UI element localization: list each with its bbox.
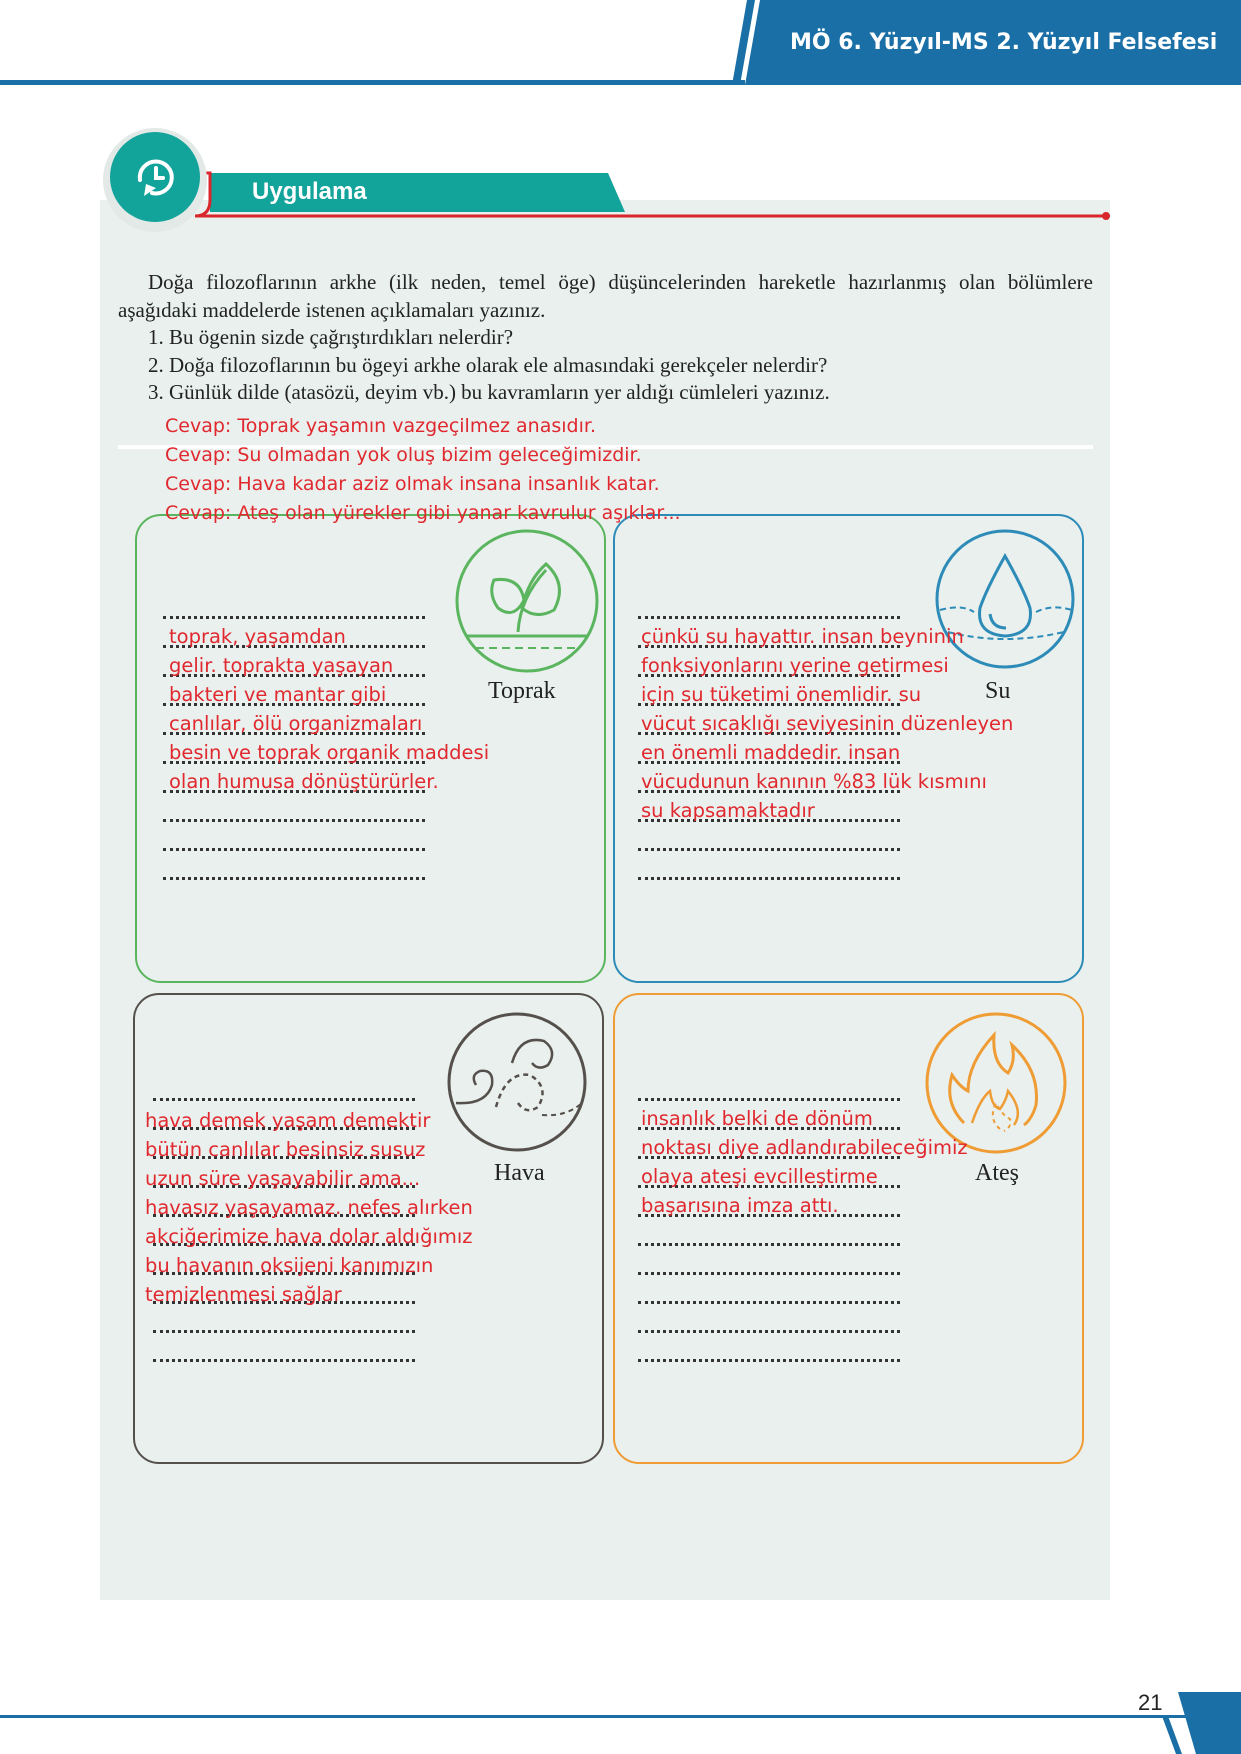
instructions <box>118 268 1093 407</box>
answer-line: Cevap: Su olmadan yok oluş bizim geleceğimizdir. <box>165 444 642 466</box>
answer-line: insanlık belki de dönüm <box>641 1107 873 1130</box>
ates-label: Ateş <box>975 1160 1019 1186</box>
toprak-answer <box>169 622 489 796</box>
clock-refresh-icon <box>130 152 180 202</box>
hava-label: Hava <box>494 1160 545 1186</box>
answer-line: olan humusa dönüştürürler. <box>169 770 439 793</box>
answer-line: vücut sıcaklığı seviyesinin düzenleyen <box>641 712 1014 735</box>
answer-line: toprak, yaşamdan <box>169 625 346 648</box>
answer-line: havasız yaşayamaz. nefes alırken <box>145 1196 473 1219</box>
answers-block <box>165 412 681 528</box>
section-title: Uygulama <box>252 178 367 205</box>
footer-corner <box>0 1690 1241 1754</box>
answer-line: en önemli maddedir. insan <box>641 741 901 764</box>
instructions-list <box>118 324 1093 407</box>
answer-line: vücudunun kanının %83 lük kısmını <box>641 770 987 793</box>
answer-line: temizlenmesi sağlar <box>145 1283 342 1306</box>
answer-line: bütün canlılar besinsiz susuz <box>145 1138 426 1161</box>
answer-line: olaya ateşi evcilleştirme <box>641 1165 878 1188</box>
answer-line: başarısına imza attı. <box>641 1194 839 1217</box>
instruction-item: 1. Bu ögenin sizde çağrıştırdıkları nelerdir? <box>148 325 514 349</box>
answer-line: noktası diye adlandırabileceğimiz <box>641 1136 968 1159</box>
instruction-item: 2. Doğa filozoflarının bu ögeyi arkhe olarak ele almasındaki gerekçeler nelerdir? <box>148 352 828 377</box>
answer-line: için su tüketimi önemlidir. su <box>641 683 922 706</box>
toprak-label: Toprak <box>488 678 556 704</box>
su-label: Su <box>985 678 1011 704</box>
answer-line: bu havanın oksijeni kanımızın <box>145 1254 434 1277</box>
answer-line: canlılar, ölü organizmaları <box>169 712 423 735</box>
instruction-item: 3. Günlük dilde (atasözü, deyim vb.) bu kavramların yer aldığı cümleleri yazınız. <box>148 380 830 404</box>
header-title: MÖ 6. Yüzyıl-MS 2. Yüzyıl Felsefesi <box>790 30 1218 55</box>
answer-line: gelir. toprakta yaşayan <box>169 654 394 677</box>
answer-line: Cevap: Hava kadar aziz olmak insana insanlık katar. <box>165 473 660 495</box>
hava-answer <box>145 1106 473 1309</box>
section-badge <box>110 132 200 222</box>
answer-line: fonksiyonlarını yerine getirmesi <box>641 654 949 677</box>
answer-line: Cevap: Ateş olan yürekler gibi yanar kavrulur aşıklar... <box>165 502 681 524</box>
su-answer <box>641 622 1013 825</box>
answer-line: hava demek yaşam demektir <box>145 1109 431 1132</box>
answer-line: su kapsamaktadır <box>641 799 815 822</box>
page-number: 21 <box>1138 1690 1163 1715</box>
answer-line: Cevap: Toprak yaşamın vazgeçilmez anasıdır. <box>165 415 596 437</box>
answer-line: besin ve toprak organik maddesi <box>169 741 490 764</box>
instructions-paragraph: Doğa filozoflarının arkhe (ilk neden, temel öge) düşüncelerinden hareketle hazırlanmış olan bölümlere aşağıdaki maddelerde istenen açıklamaları yazınız. <box>118 270 1093 322</box>
answer-line: bakteri ve mantar gibi <box>169 683 387 706</box>
ates-answer <box>641 1104 968 1220</box>
answer-line: uzun süre yaşayabilir ama... <box>145 1167 421 1190</box>
answer-line: akciğerimize hava dolar aldığımız <box>145 1225 473 1248</box>
answer-line: çünkü su hayattır. insan beyninin <box>641 625 964 648</box>
